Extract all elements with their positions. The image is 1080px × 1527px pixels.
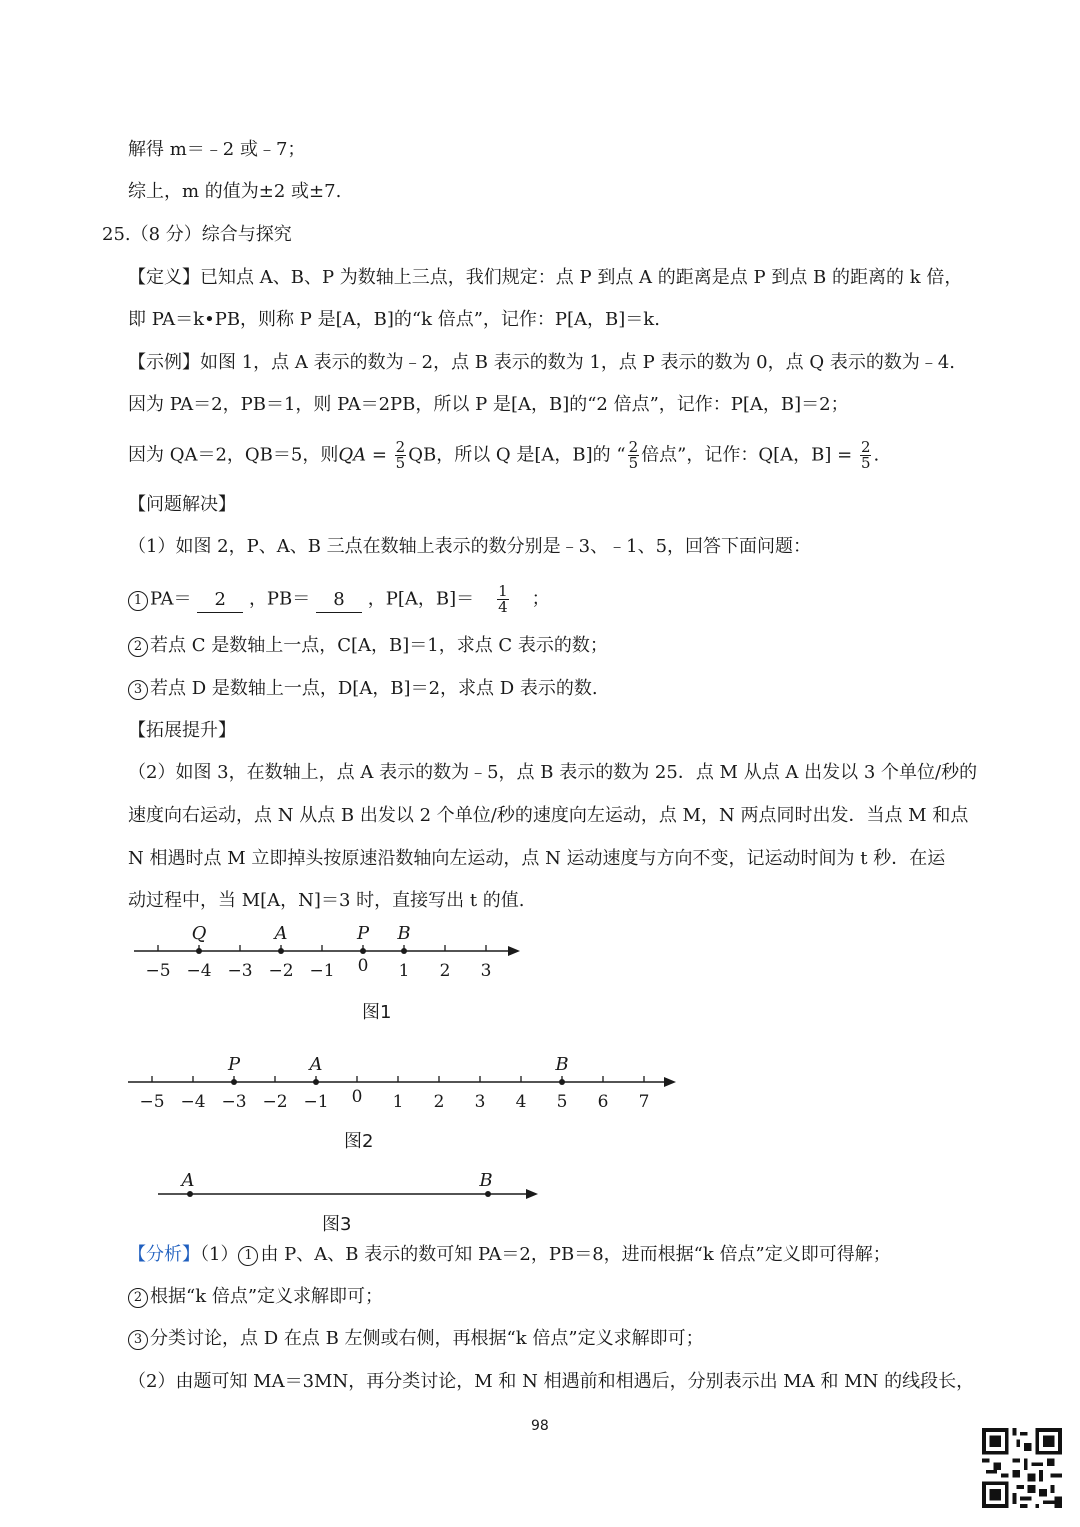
page-number: 98 [531,1418,549,1434]
point-label: A [181,1170,195,1191]
point-dot [278,948,284,954]
fraction-numerator: 2 [860,438,871,456]
tick-label: −2 [262,1092,288,1112]
fraction-denominator: 5 [628,454,639,472]
pb-label: ，PB＝ [248,588,311,610]
figure-2-caption: 图2 [344,1131,374,1152]
tick-label: −3 [221,1092,247,1112]
figure-3-number-line [150,1166,550,1210]
tick-label: 1 [398,961,410,981]
solve-line: 解得 m＝﹣2 或﹣7； [128,139,306,160]
tick-label: 6 [597,1092,609,1112]
analysis-3-text: 分类讨论，点 D 在点 B 左侧或右侧，再根据“k 倍点”定义求解即可； [150,1328,704,1349]
tick-label: 1 [392,1092,404,1112]
problem-2-line-2: 速度向右运动，点 N 从点 B 出发以 2 个单位/秒的速度向左运动，点 M，N 两点同时出发．当点 M 和点 [128,805,969,826]
figure-1-number-line [120,918,540,988]
point-label: A [274,923,288,944]
tick-label: −2 [268,961,294,981]
p-ab-answer [480,584,526,615]
example-line-2: 因为 PA＝2，PB＝1，则 PA＝2PB，所以 P 是[A，B]的“2 倍点”，记作：P[A，B]＝2； [128,394,849,415]
analysis-1-prefix: （1） [200,1244,239,1265]
point-dot [196,948,202,954]
tick-label: −1 [303,1092,329,1112]
question-3-text: 若点 D 是数轴上一点，D[A，B]＝2，求点 D 表示的数. [150,678,598,699]
analysis-line-3 [128,1327,704,1351]
point-label: P [356,923,370,944]
analysis-line-2 [128,1285,383,1309]
point-label: Q [191,923,207,944]
fraction-denominator: 5 [860,454,871,472]
analysis-2-text: 根据“k 倍点”定义求解即可； [150,1286,384,1307]
point-label: B [397,923,411,944]
p-ab-label: ，P[A，B]＝ [367,588,475,610]
analysis-1-text: 由 P、A、B 表示的数可知 PA＝2，PB＝8，进而根据“k 倍点”定义即可得解； [260,1244,891,1265]
tick-label: 3 [474,1092,486,1112]
problem-1-intro: （1）如图 2，P、A、B 三点在数轴上表示的数分别是﹣3、﹣1、5，回答下面问题： [128,536,812,557]
summary-line: 综上，m 的值为±2 或±7. [128,181,342,202]
point-dot [187,1191,193,1197]
circled-number: 1 [238,1246,258,1266]
point-label: B [479,1170,493,1191]
example-3-end: . [873,444,880,466]
fraction-numerator: 2 [628,438,639,456]
analysis-line-1 [128,1243,891,1267]
tick-label: 2 [439,961,451,981]
problem-2-line-4: 动过程中，当 M[A，N]＝3 时，直接写出 t 的值. [128,890,525,911]
definition-line-2: 即 PA＝k•PB，则称 P 是[A，B]的“k 倍点”，记作：P[A，B]＝k. [128,309,660,330]
point-dot [231,1079,237,1085]
example-3-part-a: 因为 QA＝2，QB＝5，则 [128,444,339,466]
tick-label: 5 [556,1092,568,1112]
fraction-two-fifths [395,440,407,471]
tick-label: −5 [139,1092,165,1112]
fraction-denominator: 5 [395,454,406,472]
tick-label: −1 [309,961,335,981]
pb-answer: 8 [316,588,362,613]
qr-code-icon [982,1428,1062,1508]
tick-label: 4 [515,1092,527,1112]
problem-2-line-1: （2）如图 3，在数轴上，点 A 表示的数为﹣5，点 B 表示的数为 25．点 M 从点 A 出发以 3 个单位/秒的 [128,762,978,783]
circled-number: 3 [128,680,148,700]
question-1-end: ； [531,588,550,610]
point-dot [313,1079,319,1085]
example-3-qa: QA = [338,444,387,466]
fraction-two-fifths [628,440,640,471]
figure-3-caption: 图3 [322,1214,352,1235]
figure-1-caption: 图1 [362,1002,392,1023]
point-dot [559,1079,565,1085]
example-3-part-c: QB，所以 Q 是[A，B]的 “ [408,444,626,466]
extend-heading: 【拓展提升】 [128,720,236,741]
analysis-line-4: （2）由题可知 MA＝3MN，再分类讨论，M 和 N 相遇前和相遇后，分别表示出 MA 和 MN 的线段长， [128,1371,975,1392]
question-25-header: 25.（8 分）综合与探究 [102,224,292,245]
fraction-numerator: 2 [395,438,406,456]
definition-line-1: 【定义】已知点 A、B、P 为数轴上三点，我们规定：点 P 到点 A 的距离是点 P 到点 B 的距离的 k 倍， [128,267,963,288]
example-line-1: 【示例】如图 1，点 A 表示的数为﹣2，点 B 表示的数为 1，点 P 表示的数为 0，点 Q 表示的数为﹣4. [128,352,956,373]
tick-label: −3 [227,961,253,981]
problem-1-question-1 [128,584,550,615]
tick-label: 0 [357,956,369,976]
circled-number: 2 [128,1288,148,1308]
tick-label: 0 [351,1087,363,1107]
example-3-part-d: 倍点”，记作：Q[A，B] = [641,444,853,466]
analysis-tag: 【分析】 [128,1244,200,1265]
problem-1-question-2 [128,634,608,658]
tick-label: 2 [433,1092,445,1112]
fraction-two-fifths [860,440,872,471]
circled-number: 3 [128,1330,148,1350]
pa-label: PA＝ [150,588,192,610]
problem-2-line-3: N 相遇时点 M 立即掉头按原速沿数轴向左运动，点 N 运动速度与方向不变，记运动时间为 t 秒．在运 [128,848,946,869]
point-label: B [555,1054,569,1075]
point-dot [360,948,366,954]
answer-numerator: 1 [498,582,508,600]
example-line-3 [128,440,879,471]
problem-1-question-3 [128,677,598,701]
tick-label: −4 [180,1092,206,1112]
point-label: P [227,1054,241,1075]
pa-answer: 2 [197,588,243,613]
answer-denominator: 4 [498,598,508,616]
point-dot [401,948,407,954]
problem-heading: 【问题解决】 [128,494,236,515]
point-dot [485,1191,491,1197]
tick-label: 7 [638,1092,650,1112]
figure-2-number-line [120,1044,690,1116]
point-label: A [309,1054,323,1075]
tick-label: 3 [480,961,492,981]
tick-label: −4 [186,961,212,981]
tick-label: −5 [145,961,171,981]
question-2-text: 若点 C 是数轴上一点，C[A，B]＝1，求点 C 表示的数； [150,635,608,656]
circled-number: 2 [128,637,148,657]
circled-number: 1 [128,591,148,611]
